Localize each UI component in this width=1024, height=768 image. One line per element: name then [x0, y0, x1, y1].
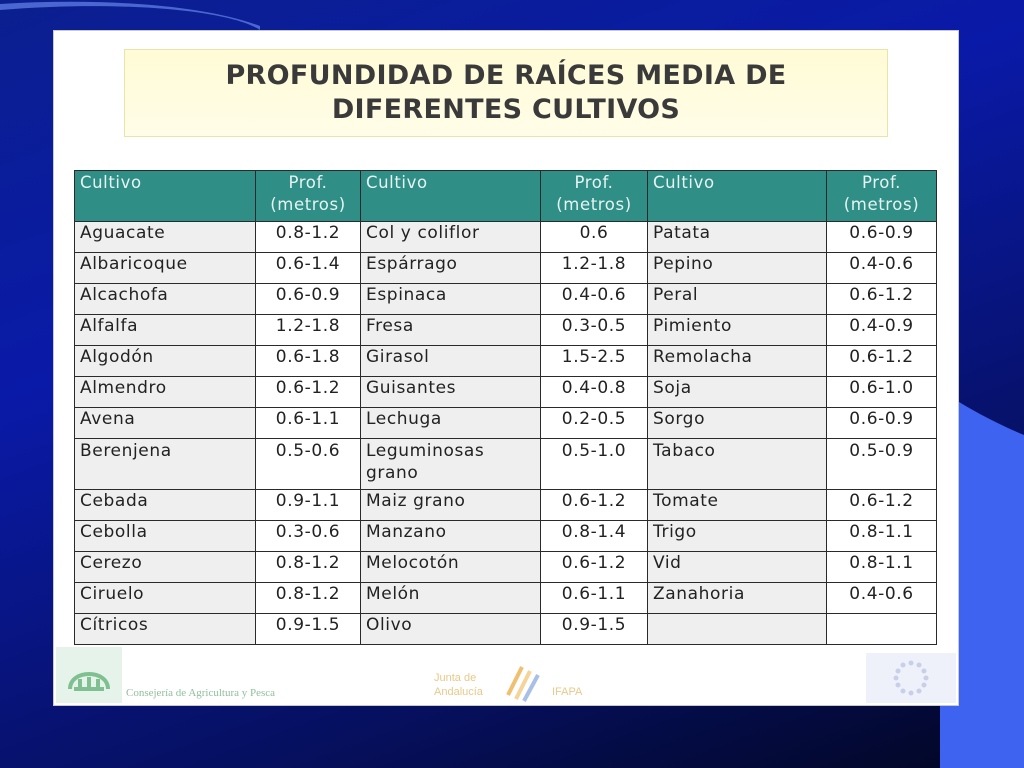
depth-value: 0.2-0.5 [541, 408, 648, 439]
column-header: Prof. (metros) [256, 171, 361, 222]
depth-value: 0.9-1.1 [256, 490, 361, 521]
crop-name: Pepino [648, 253, 827, 284]
depth-value: 0.6-0.9 [827, 408, 937, 439]
junta-text-line-2: Andalucía [434, 686, 483, 698]
crop-name: Aguacate [75, 222, 256, 253]
depth-value: 0.6-1.8 [256, 346, 361, 377]
depth-value: 0.5-0.9 [827, 439, 937, 490]
depth-value: 0.6-1.0 [827, 377, 937, 408]
depth-value: 0.6-1.2 [827, 346, 937, 377]
crop-name: Avena [75, 408, 256, 439]
slide [54, 31, 958, 705]
crop-name: Soja [648, 377, 827, 408]
crop-name: Melón [361, 583, 541, 614]
junta-logo [56, 647, 122, 703]
crop-name: Peral [648, 284, 827, 315]
depth-value: 0.8-1.4 [541, 521, 648, 552]
crop-name: Olivo [361, 614, 541, 645]
crop-name: Sorgo [648, 408, 827, 439]
table-row [75, 490, 937, 521]
crop-name: Cebada [75, 490, 256, 521]
column-header: Cultivo [75, 171, 256, 222]
depth-value: 0.6-1.4 [256, 253, 361, 284]
depth-value: 0.6-1.2 [827, 284, 937, 315]
column-header: Cultivo [648, 171, 827, 222]
depth-value: 0.4-0.6 [541, 284, 648, 315]
crop-name: Pimiento [648, 315, 827, 346]
crop-name: Lechuga [361, 408, 541, 439]
table-row [75, 284, 937, 315]
depth-value: 0.6-1.1 [541, 583, 648, 614]
depth-value: 0.5-0.6 [256, 439, 361, 490]
crop-name: Maiz grano [361, 490, 541, 521]
depth-value: 0.6-1.2 [827, 490, 937, 521]
crop-name: Patata [648, 222, 827, 253]
depth-value: 0.8-1.2 [256, 552, 361, 583]
table-row [75, 222, 937, 253]
crop-name: Cítricos [75, 614, 256, 645]
crop-name: Alcachofa [75, 284, 256, 315]
crop-name: Col y coliflor [361, 222, 541, 253]
crop-name: Remolacha [648, 346, 827, 377]
eu-stars-icon [866, 653, 956, 703]
depth-value: 0.8-1.2 [256, 222, 361, 253]
crop-name: Albaricoque [75, 253, 256, 284]
depth-value: 0.6 [541, 222, 648, 253]
column-header: Prof. (metros) [827, 171, 937, 222]
table-row [75, 346, 937, 377]
depth-value: 0.8-1.1 [827, 552, 937, 583]
title-line-1: PROFUNDIDAD DE RAÍCES MEDIA DE [225, 60, 787, 91]
depth-value: 0.6-0.9 [256, 284, 361, 315]
crop-name: Leguminosas grano [361, 439, 541, 490]
crop-name: Espárrago [361, 253, 541, 284]
table-row [75, 521, 937, 552]
title-line-2: DIFERENTES CULTIVOS [331, 94, 681, 125]
depth-value: 0.8-1.1 [827, 521, 937, 552]
depth-value: 0.8-1.2 [256, 583, 361, 614]
crop-name [648, 614, 827, 645]
crop-name: Cerezo [75, 552, 256, 583]
crop-name: Guisantes [361, 377, 541, 408]
table-row [75, 583, 937, 614]
table-row [75, 439, 937, 490]
crop-name: Manzano [361, 521, 541, 552]
depth-value: 0.5-1.0 [541, 439, 648, 490]
column-header: Prof. (metros) [541, 171, 648, 222]
crop-name: Ciruelo [75, 583, 256, 614]
crop-name: Alfalfa [75, 315, 256, 346]
crop-name: Fresa [361, 315, 541, 346]
table-row [75, 408, 937, 439]
ifapa-logo-icon [504, 661, 548, 705]
depth-value [827, 614, 937, 645]
title-box [124, 49, 888, 137]
crop-name: Algodón [75, 346, 256, 377]
crop-name: Girasol [361, 346, 541, 377]
crop-name: Almendro [75, 377, 256, 408]
table-row [75, 377, 937, 408]
depth-value: 0.3-0.5 [541, 315, 648, 346]
crop-name: Melocotón [361, 552, 541, 583]
table-row [75, 552, 937, 583]
junta-logo-icon [64, 653, 114, 697]
depth-value: 0.6-1.2 [541, 490, 648, 521]
table-header-row [75, 171, 937, 222]
depth-value: 0.4-0.6 [827, 253, 937, 284]
depth-value: 0.4-0.9 [827, 315, 937, 346]
depth-value: 1.5-2.5 [541, 346, 648, 377]
crop-name: Berenjena [75, 439, 256, 490]
crop-name: Zanahoria [648, 583, 827, 614]
crop-name: Vid [648, 552, 827, 583]
crop-name: Cebolla [75, 521, 256, 552]
column-header: Cultivo [361, 171, 541, 222]
table-row [75, 614, 937, 645]
ifapa-text: IFAPA [552, 686, 583, 698]
table-row [75, 253, 937, 284]
crop-name: Tabaco [648, 439, 827, 490]
junta-text-line-1: Junta de [434, 672, 477, 684]
crop-name: Trigo [648, 521, 827, 552]
crop-name: Tomate [648, 490, 827, 521]
root-depth-table [74, 170, 937, 645]
depth-value: 0.3-0.6 [256, 521, 361, 552]
depth-value: 0.6-1.2 [256, 377, 361, 408]
depth-value: 0.4-0.8 [541, 377, 648, 408]
depth-value: 1.2-1.8 [256, 315, 361, 346]
depth-value: 0.9-1.5 [541, 614, 648, 645]
table-row [75, 315, 937, 346]
crop-name: Espinaca [361, 284, 541, 315]
depth-value: 0.6-1.1 [256, 408, 361, 439]
junta-andalucia-text [434, 671, 483, 699]
depth-value: 1.2-1.8 [541, 253, 648, 284]
depth-value: 0.6-1.2 [541, 552, 648, 583]
depth-value: 0.4-0.6 [827, 583, 937, 614]
eu-flag [866, 653, 956, 703]
depth-value: 0.6-0.9 [827, 222, 937, 253]
ministry-footer-text: Consejería de Agricultura y Pesca [126, 687, 276, 699]
depth-value: 0.9-1.5 [256, 614, 361, 645]
